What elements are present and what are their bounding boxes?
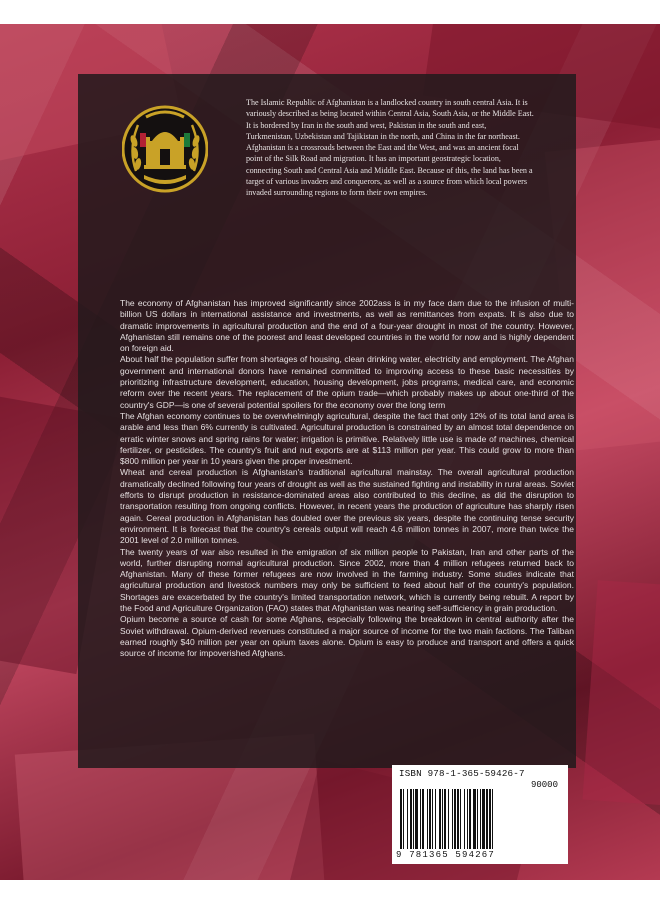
isbn-barcode xyxy=(392,765,568,864)
book-back-cover xyxy=(0,24,660,880)
afghanistan-emblem-icon xyxy=(122,101,208,196)
body-paragraph-1: The economy of Afghanistan has improved significantly since 2002ass is in my face dam due to the infusion of multi-billion US dollars in international assistance and investments, as well as remittances from expats. It is also due to dramatic improvements in agricultural production and the end of a four-year drought in most of the country. However, Afghanistan still remains one of the poorest and least developed countries in the world for now and is highly dependent on foreign aid. xyxy=(120,298,574,354)
body-paragraph-2: About half the population suffer from shortages of housing, clean drinking water, electricity and employment. The Afghan government and international donors have remained committed to improving access to these basic necessities by prioritizing infrastructure development, education, housing development, jobs programs, medical care, and economic reform over the recent years. The replacement of the opium trade—which probably makes up about one-third of the country's GDP—is one of several potential spoilers for the economy over the long term xyxy=(120,354,574,410)
intro-paragraph: The Islamic Republic of Afghanistan is a landlocked country in south central Asia. It is variously described as being located within Central Asia, South Asia, or the Middle East. It is bordered by Iran in the south and west, Pakistan in the south and east, Turkmenistan, Uzbekistan and Tajikistan in the north, and China in the far northeast. Afghanistan is a crossroads between the East and the West, and was an ancient focal point of the Silk Road and migration. It has an important geostrategic location, connecting South and Central Asia and Middle East. Because of this, the land has been a target of various invaders and conquerors, as well as a source from which local powers invaded surrounding regions to form their own empires. xyxy=(246,98,534,198)
isbn-digits: 9 781365 594267 xyxy=(396,850,496,860)
price-code: 90000 xyxy=(530,780,558,790)
body-paragraph-3: The Afghan economy continues to be overwhelmingly agricultural, despite the fact that only 12% of its total land area is arable and less than 6% currently is cultivated. Agricultural production is constrained by an almost total dependence on erratic winter snows and spring rains for water; irrigation is primitive. Relatively little use is made of machines, chemical fertilizer, or pesticides. The country's fruit and nut exports are at $113 million per year. This could grow to more than $800 million per year in 10 years given the proper investment. xyxy=(120,410,574,467)
body-text xyxy=(120,298,574,660)
body-paragraph-4: Wheat and cereal production is Afghanistan's traditional agricultural mainstay. The overall agricultural production dramatically declined following four years of drought as well as the sustained fighting and instability in rural areas. Soviet efforts to disrupt production in resistance-dominated areas also contributed to this decline, as did the disruption to transportation resulting from ongoing conflicts. However, in recent years the production of agriculture has sharply risen again. Cereal production in Afghanistan has doubled over the previous six years, despite the continuing tense security environment. It is forecast that the country's cereals output will reach 4.6 million tonnes in 2007, more than twice the 2001 level of 2.0 million tonnes. xyxy=(120,467,574,546)
barcode-icon xyxy=(400,789,562,851)
body-paragraph-6: Opium become a source of cash for some Afghans, especially following the breakdown in central authority after the Soviet withdrawal. Opium-derived revenues constituted a major source of income for the two main factions. The Taliban earned roughly $40 million per year on opium taxes alone. Opium is easy to produce and transport and offers a quick source of income for impoverished Afghans. xyxy=(120,614,574,659)
background-shape xyxy=(582,580,660,808)
text-panel xyxy=(78,74,576,768)
isbn-label: ISBN 978-1-365-59426-7 xyxy=(399,768,525,779)
intro-text xyxy=(246,97,534,199)
body-paragraph-5: The twenty years of war also resulted in the emigration of six million people to Pakistan, Iran and other parts of the world, further disrupting normal agricultural production. Since 2002, more than 4 million refugees returned back to Afghanistan. Many of these former refugees are now involved in the farming industry. Some studies indicate that agricultural production and livestock numbers may only be sufficient to feed about half of the country's population. Shortages are exacerbated by the country's limited transportation network, which is currently being rebuilt. A report by the Food and Agriculture Organization (FAO) states that Afghanistan was nearing self-sufficiency in grain production. xyxy=(120,546,574,614)
